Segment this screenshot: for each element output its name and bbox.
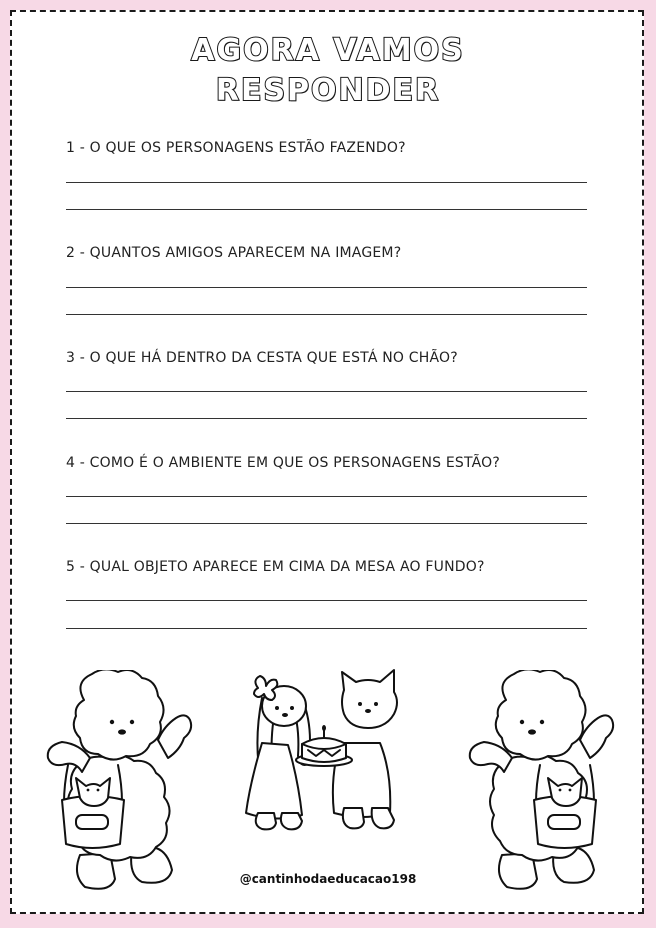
- answer-line[interactable]: [66, 628, 587, 629]
- question-3: 3 - O QUE HÁ DENTRO DA CESTA QUE ESTÁ NO CHÃO?: [66, 350, 458, 366]
- question-5: 5 - QUAL OBJETO APARECE EM CIMA DA MESA AO FUNDO?: [66, 559, 485, 575]
- worksheet-title-line-2: RESPONDER: [215, 73, 441, 108]
- answer-line[interactable]: [66, 209, 587, 210]
- bear-with-basket-icon: [462, 670, 622, 900]
- answer-line[interactable]: [66, 287, 587, 288]
- answer-line[interactable]: [66, 314, 587, 315]
- question-1: 1 - O QUE OS PERSONAGENS ESTÃO FAZENDO?: [66, 140, 406, 156]
- answer-line[interactable]: [66, 418, 587, 419]
- author-credit: @cantinhodaeducacao198: [239, 872, 417, 886]
- answer-line[interactable]: [66, 523, 587, 524]
- answer-line[interactable]: [66, 496, 587, 497]
- bunny-and-cat-with-cake-icon: [232, 668, 412, 838]
- bear-with-basket-icon: [40, 670, 200, 900]
- answer-line[interactable]: [66, 391, 587, 392]
- question-4: 4 - COMO É O AMBIENTE EM QUE OS PERSONAGENS ESTÃO?: [66, 455, 501, 471]
- question-2: 2 - QUANTOS AMIGOS APARECEM NA IMAGEM?: [66, 245, 402, 261]
- worksheet-title-line-1: AGORA VAMOS: [191, 33, 465, 68]
- answer-line[interactable]: [66, 182, 587, 183]
- answer-line[interactable]: [66, 600, 587, 601]
